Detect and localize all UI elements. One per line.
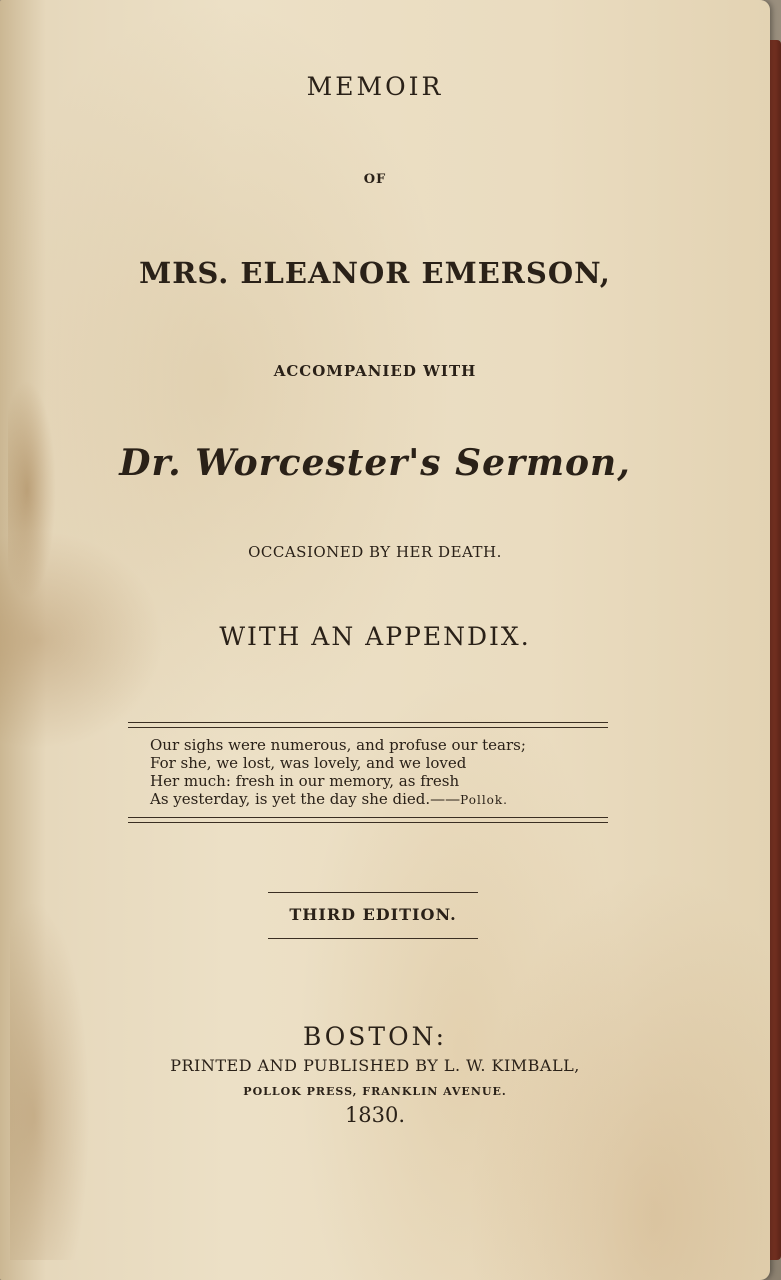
accompanied-with: ACCOMPANIED WITH [273,362,477,380]
edition-box [268,892,478,939]
appendix-line: WITH AN APPENDIX. [219,622,531,651]
subject-name: MRS. ELEANOR EMERSON, [139,256,611,290]
epigraph-attribution: Pollok. [460,793,508,807]
epigraph-box [128,712,608,833]
epigraph-line: Our sighs were numerous, and profuse our tears; [150,736,526,754]
heading-of: OF [363,172,387,187]
rule-bottom [268,938,478,939]
epigraph [128,728,608,817]
imprint-press: POLLOK PRESS, FRANKLIN AVENUE. [243,1085,507,1098]
rule-bottom [128,817,608,823]
imprint-city: BOSTON: [302,1022,448,1051]
epigraph-line: For she, we lost, was lovely, and we loved [150,754,467,772]
foxing-stain [10,900,90,1260]
epigraph-line: Her much: fresh in our memory, as fresh [150,772,460,790]
sermon-title: Dr. Worcester's Sermon, [119,442,631,484]
imprint-year: 1830. [344,1103,406,1127]
epigraph-line: As yesterday, is yet the day she died.—— [150,790,461,808]
epigraph-line-last [150,790,590,809]
heading-memoir: MEMOIR [306,72,444,101]
foxing-stain [8,380,56,600]
occasioned-line: OCCASIONED BY HER DEATH. [248,543,502,561]
imprint-printer: PRINTED AND PUBLISHED BY L. W. KIMBALL, [170,1056,580,1075]
edition-label: THIRD EDITION. [289,905,457,924]
